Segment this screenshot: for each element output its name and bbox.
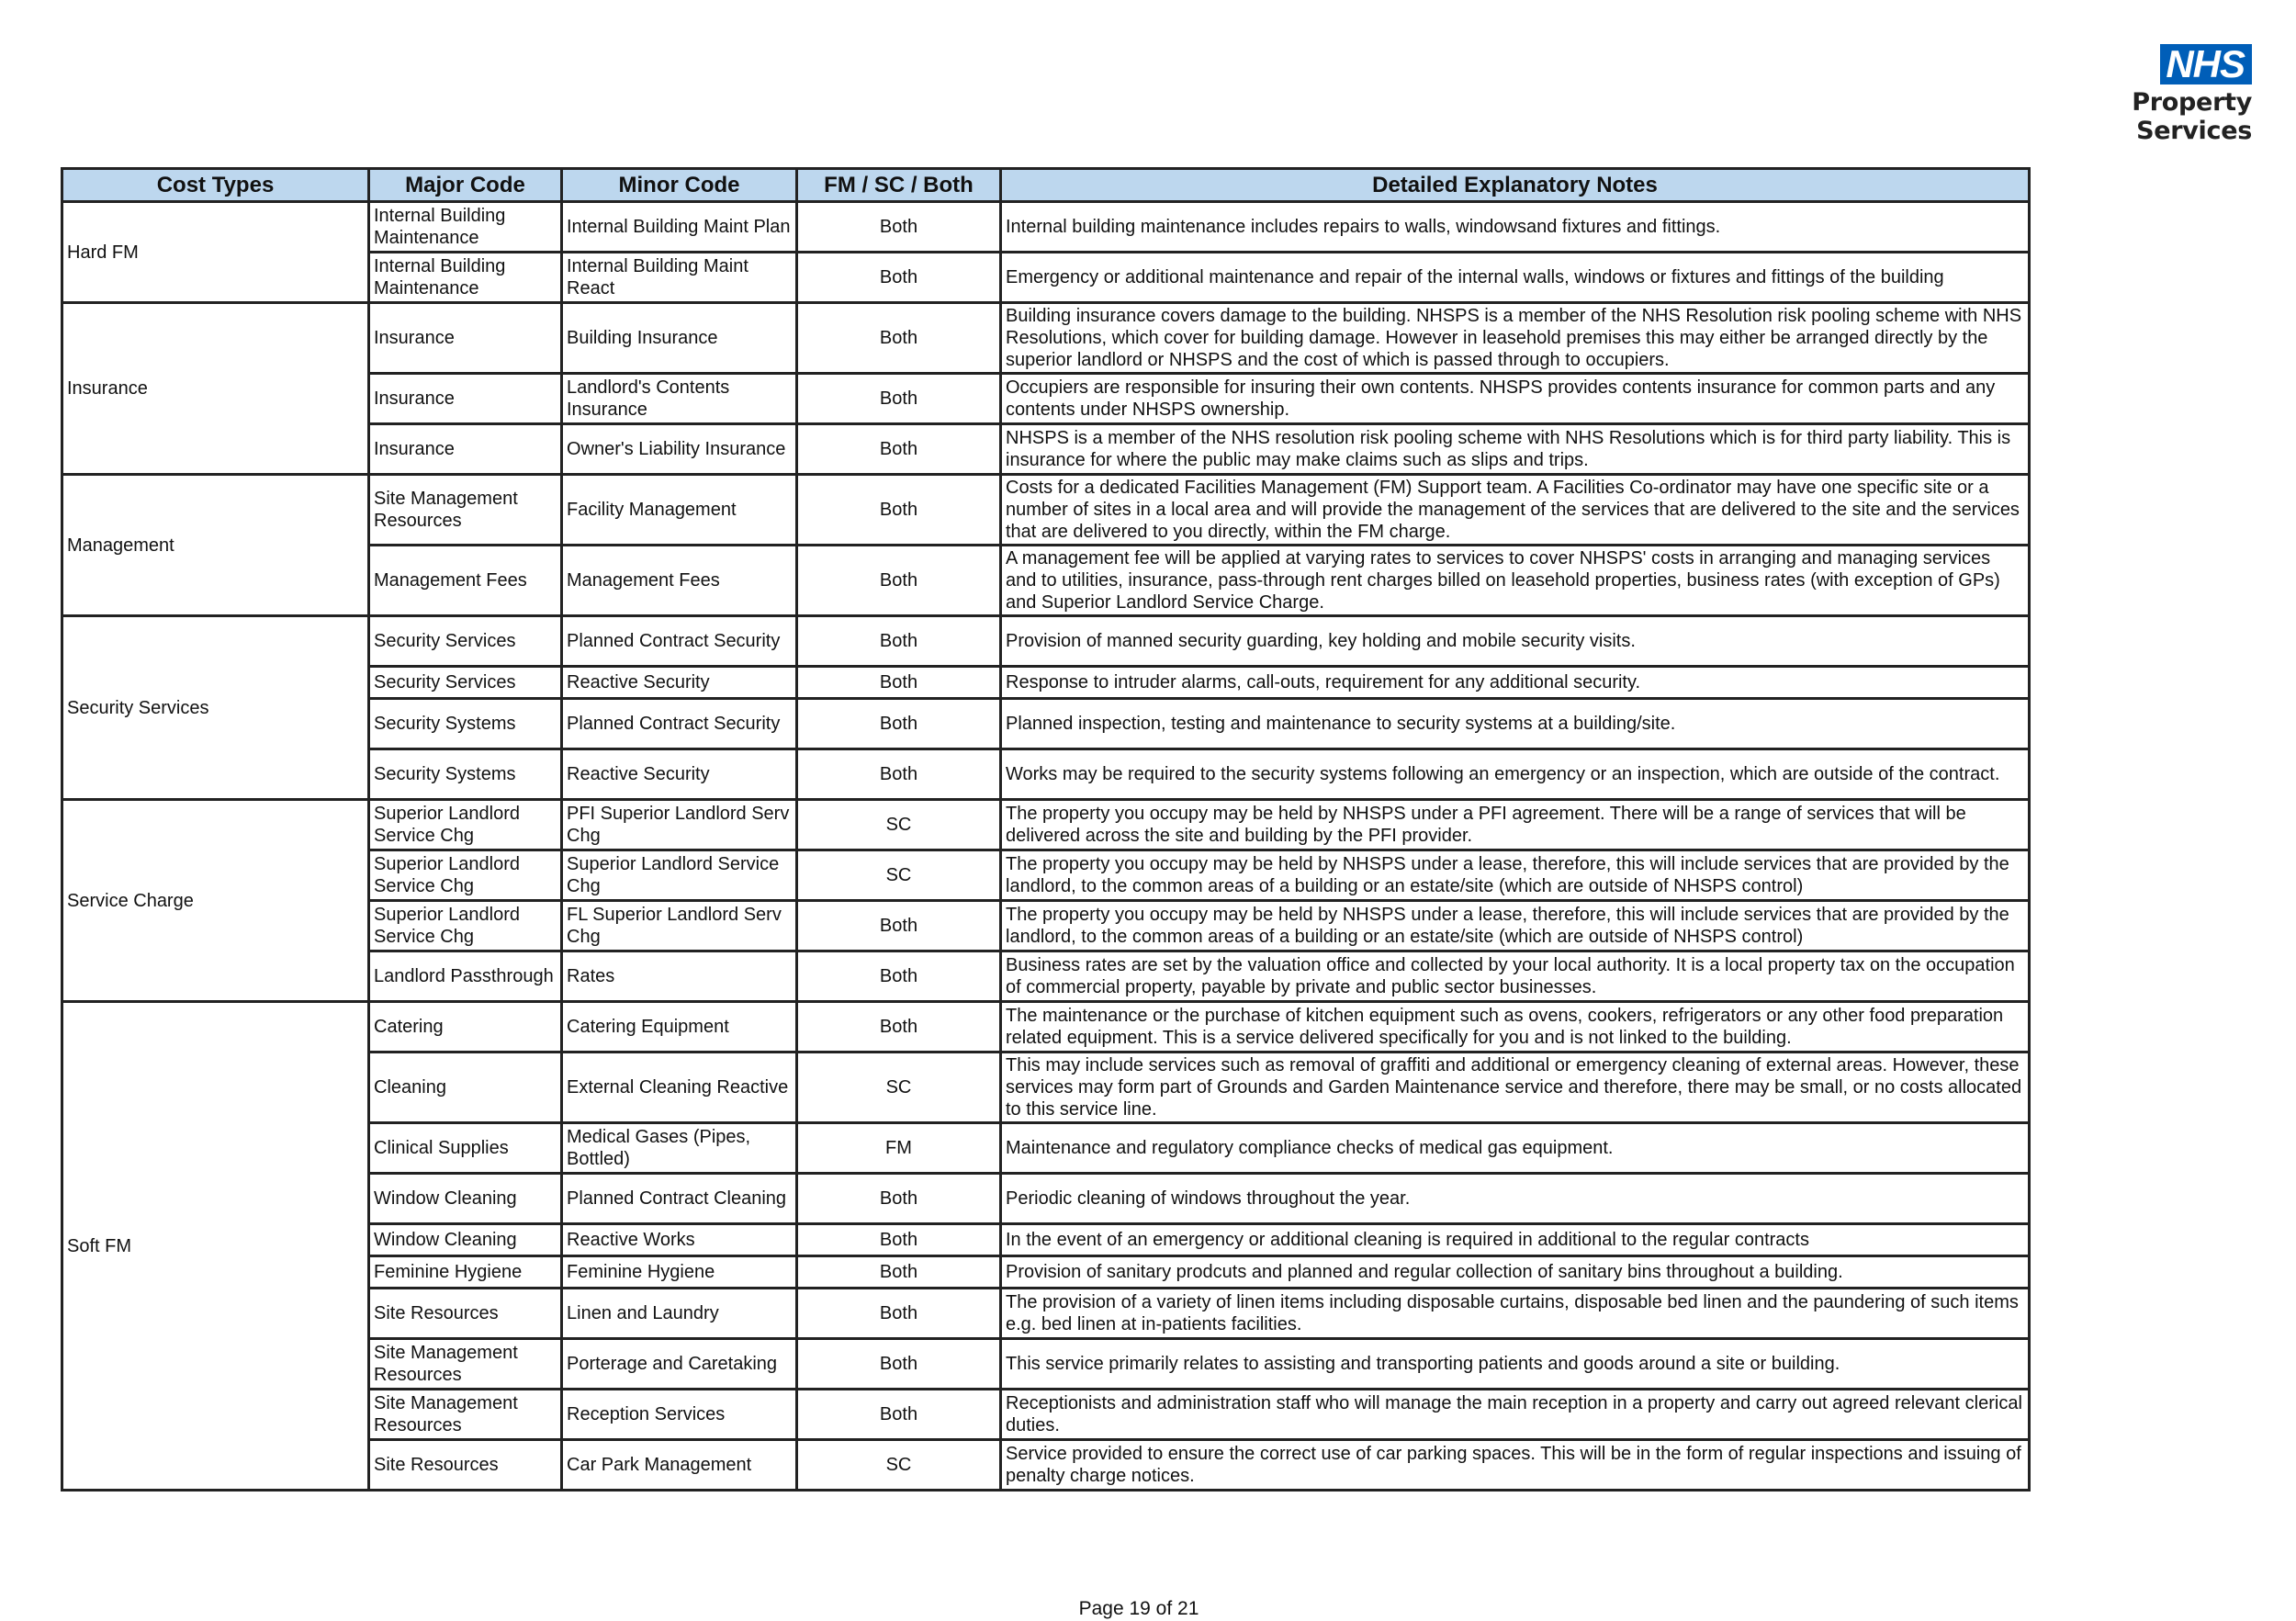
- minor-code-cell: Reception Services: [562, 1390, 797, 1440]
- minor-code-cell: Planned Contract Cleaning: [562, 1174, 797, 1224]
- minor-code-cell: Building Insurance: [562, 303, 797, 374]
- header-detailed-notes: Detailed Explanatory Notes: [1001, 169, 2030, 202]
- minor-code-cell: Management Fees: [562, 546, 797, 616]
- major-code-cell: Superior Landlord Service Chg: [369, 800, 562, 850]
- notes-cell: Emergency or additional maintenance and repair of the internal walls, windows or fixtures and fittings of the building: [1001, 253, 2030, 303]
- table-row: [62, 202, 2030, 253]
- fm-sc-cell: Both: [797, 749, 1001, 800]
- minor-code-cell: Reactive Security: [562, 667, 797, 699]
- nhs-logo-badge: NHS: [2160, 44, 2252, 84]
- header-major-code: Major Code: [369, 169, 562, 202]
- major-code-cell: Catering: [369, 1002, 562, 1053]
- fm-sc-cell: Both: [797, 901, 1001, 951]
- table-row: [62, 800, 2030, 850]
- notes-cell: Costs for a dedicated Facilities Management (FM) Support team. A Facilities Co-ordinator may have one specific site or a number of sites in a local area and will provide the management of the services that are delivered to the site and the services that are delivered to you directly, within the FM charge.: [1001, 475, 2030, 546]
- table-body: [62, 202, 2030, 1491]
- fm-sc-cell: SC: [797, 850, 1001, 901]
- notes-cell: Building insurance covers damage to the building. NHSPS is a member of the NHS Resolution risk pooling scheme with NHS Resolutions, which cover for building damage. However in leasehold premises this may either be arranged directly by the superior landlord or NHSPS and the cost of which is passed through to occupiers.: [1001, 303, 2030, 374]
- major-code-cell: Window Cleaning: [369, 1224, 562, 1256]
- cost-type-cell: Soft FM: [62, 1002, 369, 1491]
- logo-subtitle: Property Services: [2132, 88, 2252, 145]
- minor-code-cell: Rates: [562, 951, 797, 1002]
- fm-sc-cell: SC: [797, 1053, 1001, 1123]
- major-code-cell: Superior Landlord Service Chg: [369, 850, 562, 901]
- major-code-cell: Window Cleaning: [369, 1174, 562, 1224]
- major-code-cell: Internal Building Maintenance: [369, 253, 562, 303]
- notes-cell: A management fee will be applied at varying rates to services to cover NHSPS' costs in arranging and managing services and to utilities, insurance, pass-through rent charges billed on leasehold properties, business rates (with exception of GPs) and Superior Landlord Service Charge.: [1001, 546, 2030, 616]
- notes-cell: Works may be required to the security systems following an emergency or an inspection, which are outside of the contract.: [1001, 749, 2030, 800]
- major-code-cell: Insurance: [369, 374, 562, 424]
- minor-code-cell: Linen and Laundry: [562, 1289, 797, 1339]
- minor-code-cell: Reactive Security: [562, 749, 797, 800]
- fm-sc-cell: FM: [797, 1123, 1001, 1174]
- major-code-cell: Insurance: [369, 424, 562, 475]
- minor-code-cell: Car Park Management: [562, 1440, 797, 1491]
- minor-code-cell: Planned Contract Security: [562, 616, 797, 667]
- minor-code-cell: Porterage and Caretaking: [562, 1339, 797, 1390]
- notes-cell: The property you occupy may be held by NHSPS under a lease, therefore, this will include services that are provided by the landlord, to the common areas of a building or an estate/site (which are outside of NHSPS control): [1001, 850, 2030, 901]
- fm-sc-cell: Both: [797, 667, 1001, 699]
- major-code-cell: Security Services: [369, 616, 562, 667]
- minor-code-cell: Medical Gases (Pipes, Bottled): [562, 1123, 797, 1174]
- notes-cell: The maintenance or the purchase of kitchen equipment such as ovens, cookers, refrigerators or any other food preparation related equipment. This is a service delivered specifically for you and is not linked to the building.: [1001, 1002, 2030, 1053]
- major-code-cell: Site Resources: [369, 1289, 562, 1339]
- page-footer: [0, 1598, 2296, 1620]
- minor-code-cell: Reactive Works: [562, 1224, 797, 1256]
- notes-cell: Periodic cleaning of windows throughout the year.: [1001, 1174, 2030, 1224]
- fm-sc-cell: Both: [797, 424, 1001, 475]
- minor-code-cell: Internal Building Maint React: [562, 253, 797, 303]
- header-cost-types: Cost Types: [62, 169, 369, 202]
- major-code-cell: Security Systems: [369, 749, 562, 800]
- major-code-cell: Site Management Resources: [369, 475, 562, 546]
- nhs-property-services-logo: [2013, 44, 2252, 145]
- major-code-cell: Superior Landlord Service Chg: [369, 901, 562, 951]
- minor-code-cell: FL Superior Landlord Serv Chg: [562, 901, 797, 951]
- table-row: [62, 1002, 2030, 1053]
- major-code-cell: Internal Building Maintenance: [369, 202, 562, 253]
- fm-sc-cell: Both: [797, 202, 1001, 253]
- fm-sc-cell: Both: [797, 699, 1001, 749]
- notes-cell: Service provided to ensure the correct use of car parking spaces. This will be in the form of regular inspections and issuing of penalty charge notices.: [1001, 1440, 2030, 1491]
- fm-sc-cell: Both: [797, 951, 1001, 1002]
- cost-types-table: [61, 167, 2031, 1492]
- fm-sc-cell: Both: [797, 475, 1001, 546]
- major-code-cell: Security Systems: [369, 699, 562, 749]
- minor-code-cell: Catering Equipment: [562, 1002, 797, 1053]
- fm-sc-cell: Both: [797, 1339, 1001, 1390]
- page-number: Page 19 of 21: [1078, 1598, 1199, 1619]
- fm-sc-cell: Both: [797, 303, 1001, 374]
- minor-code-cell: Landlord's Contents Insurance: [562, 374, 797, 424]
- major-code-cell: Landlord Passthrough: [369, 951, 562, 1002]
- notes-cell: Maintenance and regulatory compliance checks of medical gas equipment.: [1001, 1123, 2030, 1174]
- fm-sc-cell: SC: [797, 1440, 1001, 1491]
- notes-cell: Provision of manned security guarding, key holding and mobile security visits.: [1001, 616, 2030, 667]
- fm-sc-cell: Both: [797, 1289, 1001, 1339]
- fm-sc-cell: Both: [797, 546, 1001, 616]
- minor-code-cell: Planned Contract Security: [562, 699, 797, 749]
- minor-code-cell: Facility Management: [562, 475, 797, 546]
- minor-code-cell: Owner's Liability Insurance: [562, 424, 797, 475]
- cost-type-cell: Insurance: [62, 303, 369, 475]
- header-fm-sc-both: FM / SC / Both: [797, 169, 1001, 202]
- notes-cell: This service primarily relates to assisting and transporting patients and goods around a site or building.: [1001, 1339, 2030, 1390]
- notes-cell: Internal building maintenance includes repairs to walls, windowsand fixtures and fittings.: [1001, 202, 2030, 253]
- notes-cell: The property you occupy may be held by NHSPS under a PFI agreement. There will be a range of services that will be delivered across the site and building by the PFI provider.: [1001, 800, 2030, 850]
- notes-cell: Business rates are set by the valuation office and collected by your local authority. It is a local property tax on the occupation of commercial property, payable by private and public sector businesses.: [1001, 951, 2030, 1002]
- major-code-cell: Insurance: [369, 303, 562, 374]
- major-code-cell: Clinical Supplies: [369, 1123, 562, 1174]
- notes-cell: Receptionists and administration staff who will manage the main reception in a property and carry out agreed relevant clerical duties.: [1001, 1390, 2030, 1440]
- cost-type-cell: Service Charge: [62, 800, 369, 1002]
- major-code-cell: Management Fees: [369, 546, 562, 616]
- major-code-cell: Site Management Resources: [369, 1339, 562, 1390]
- fm-sc-cell: Both: [797, 1002, 1001, 1053]
- major-code-cell: Cleaning: [369, 1053, 562, 1123]
- notes-cell: The property you occupy may be held by NHSPS under a lease, therefore, this will include services that are provided by the landlord, to the common areas of a building or an estate/site (which are outside of NHSPS control): [1001, 901, 2030, 951]
- fm-sc-cell: Both: [797, 1174, 1001, 1224]
- fm-sc-cell: Both: [797, 1224, 1001, 1256]
- header-minor-code: Minor Code: [562, 169, 797, 202]
- table-row: [62, 616, 2030, 667]
- notes-cell: NHSPS is a member of the NHS resolution risk pooling scheme with NHS Resolutions which is for third party liability. This is insurance for where the public may make claims such as slips and trips.: [1001, 424, 2030, 475]
- fm-sc-cell: Both: [797, 253, 1001, 303]
- table-row: [62, 475, 2030, 546]
- fm-sc-cell: Both: [797, 616, 1001, 667]
- notes-cell: Response to intruder alarms, call-outs, requirement for any additional security.: [1001, 667, 2030, 699]
- table-header-row: [62, 169, 2030, 202]
- minor-code-cell: Internal Building Maint Plan: [562, 202, 797, 253]
- major-code-cell: Feminine Hygiene: [369, 1256, 562, 1289]
- minor-code-cell: Superior Landlord Service Chg: [562, 850, 797, 901]
- fm-sc-cell: Both: [797, 1390, 1001, 1440]
- major-code-cell: Site Management Resources: [369, 1390, 562, 1440]
- fm-sc-cell: Both: [797, 374, 1001, 424]
- table-row: [62, 303, 2030, 374]
- notes-cell: The provision of a variety of linen items including disposable curtains, disposable bed linen and the paundering of such items e.g. bed linen at in-patients facilities.: [1001, 1289, 2030, 1339]
- cost-type-cell: Management: [62, 475, 369, 616]
- notes-cell: Provision of sanitary prodcuts and planned and regular collection of sanitary bins throughout a building.: [1001, 1256, 2030, 1289]
- notes-cell: Occupiers are responsible for insuring their own contents. NHSPS provides contents insurance for common parts and any contents under NHSPS ownership.: [1001, 374, 2030, 424]
- minor-code-cell: PFI Superior Landlord Serv Chg: [562, 800, 797, 850]
- notes-cell: Planned inspection, testing and maintenance to security systems at a building/site.: [1001, 699, 2030, 749]
- minor-code-cell: Feminine Hygiene: [562, 1256, 797, 1289]
- cost-type-cell: Hard FM: [62, 202, 369, 303]
- fm-sc-cell: Both: [797, 1256, 1001, 1289]
- minor-code-cell: External Cleaning Reactive: [562, 1053, 797, 1123]
- fm-sc-cell: SC: [797, 800, 1001, 850]
- notes-cell: This may include services such as removal of graffiti and additional or emergency cleaning of external areas. However, these services may form part of Grounds and Garden Maintenance service and therefore, there may be small, or no costs allocated to this service line.: [1001, 1053, 2030, 1123]
- notes-cell: In the event of an emergency or additional cleaning is required in additional to the regular contracts: [1001, 1224, 2030, 1256]
- major-code-cell: Security Services: [369, 667, 562, 699]
- major-code-cell: Site Resources: [369, 1440, 562, 1491]
- cost-type-cell: Security Services: [62, 616, 369, 800]
